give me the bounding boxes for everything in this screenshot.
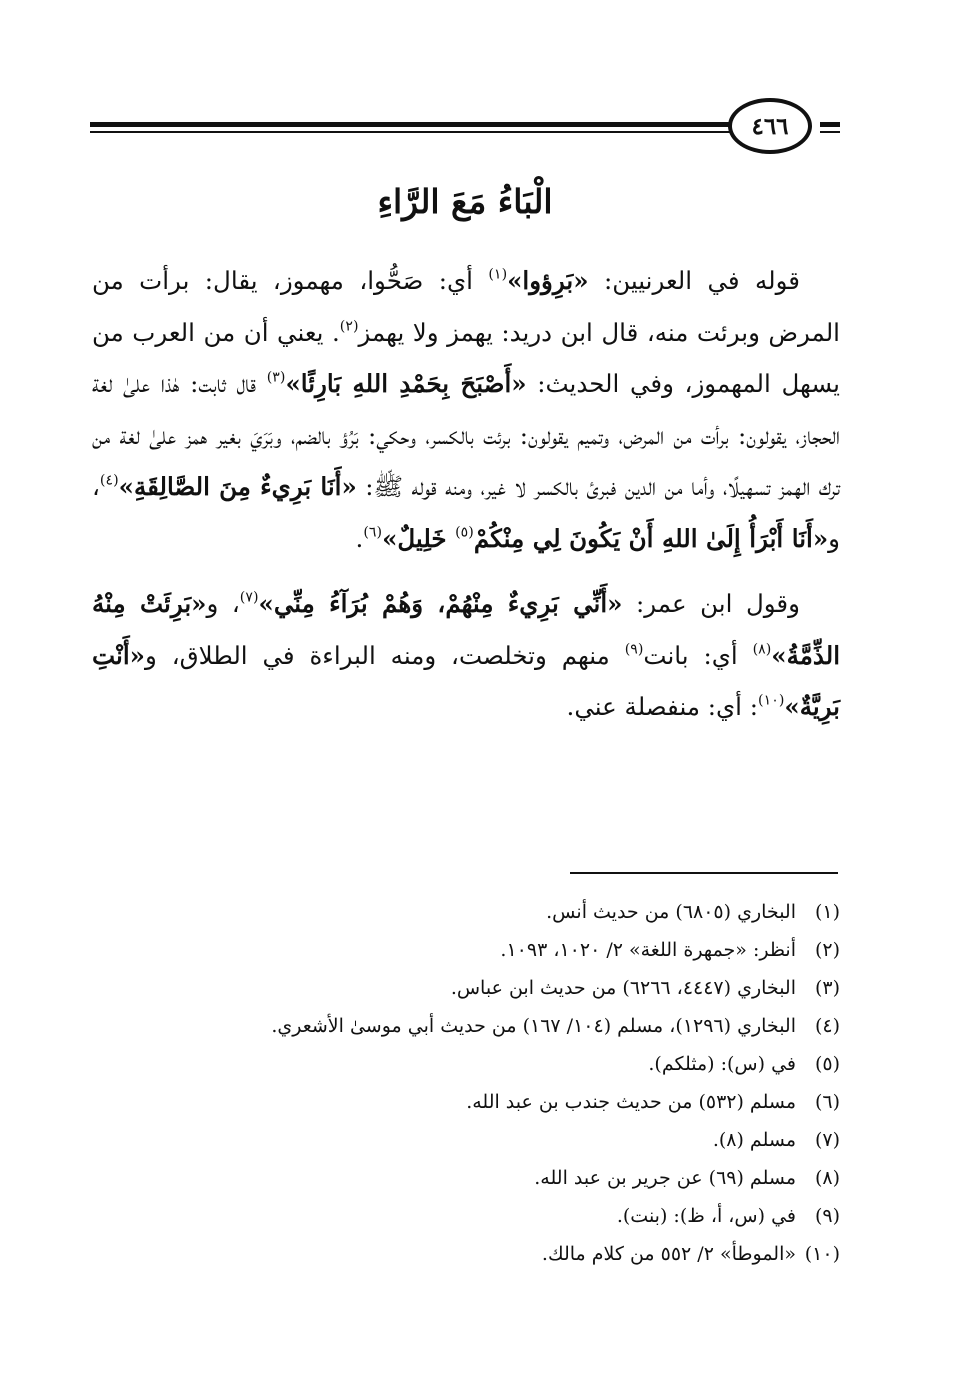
footnote-ref-9: (٩) [624,640,644,657]
text-segment: ، و [92,472,840,553]
footnote-ref-8: (٨) [752,640,772,657]
footnote-ref-3: (٣) [266,369,286,386]
hadith-quote: «أَنْتِ بَرِيَّةٌ» [92,640,840,721]
footnote-number: (٣) [814,977,840,999]
header-rule-thick [90,122,730,127]
footnote-text: أنظر: «جمهرة اللغة» ٢/ ١٠٢٠، ١٠٩٣. [500,939,796,961]
hadith-quote: خَلِيلٌ» [382,523,456,553]
text-segment: . [355,523,364,553]
footnote-item [92,969,840,1007]
footnote-ref-1: (١) [488,266,508,283]
footnote-ref-6: (٦) [363,523,383,540]
footnote-item [92,1197,840,1235]
hadith-quote: «أَنَا بَرِيءٌ مِنَ الصَّالِقَةِ» [118,472,357,501]
main-text [92,255,840,733]
footnote-text: البخاري (٦٨٠٥) من حديث أنس. [546,901,796,923]
section-title: الْبَاءُ مَعَ الرَّاءِ [377,182,553,221]
footnotes-list [92,893,840,1273]
footnote-text: البخاري (٤٤٤٧، ٦٢٦٦) من حديث ابن عباس. [450,977,796,999]
footnote-number: (٥) [814,1053,840,1075]
footnote-separator [570,872,838,874]
text-segment: وقول ابن عمر: [622,589,800,618]
footnote-item [92,893,840,931]
footnote-text: في (س): (مثلكم). [648,1053,796,1075]
footnote-text: مسلم (٨). [712,1129,796,1151]
footnote-item [92,1083,840,1121]
footnote-ref-10: (١٠) [758,692,785,709]
page-header [90,98,840,158]
hadith-quote: «بَرِئَتْ مِنْهُ الذِّمَّةُ» [92,589,840,670]
text-segment: أي: بانت [643,640,753,670]
footnote-item [92,1121,840,1159]
header-rule-right-thick [820,122,840,127]
footnote-item [92,931,840,969]
footnote-text: «الموطأ» ٢/ ٥٥٢ من كلام مالك. [541,1243,796,1265]
hadith-quote: «أَصْبَحَ بِحَمْدِ اللهِ بَارِئًا» [285,369,527,398]
footnote-number: (١٠) [804,1243,840,1265]
footnote-ref-7: (٧) [239,589,259,606]
footnote-text: البخاري (١٢٩٦)، مسلم (١٠٤/ ١٦٧) من حديث أبي موسىٰ الأشعري. [271,1015,796,1037]
footnote-text: مسلم (٥٣٢) من حديث جندب بن عبد الله. [466,1091,796,1113]
paragraph-2 [92,578,840,733]
hadith-quote: «أَنَا أَبْرَأُ إِلَىٰ اللهِ أَنْ يَكُونَ لِي مِنْكُمْ [473,523,829,553]
footnote-item [92,1007,840,1045]
text-segment: : أي: منفصلة عني. [566,692,759,721]
page-number: ٤٦٦ [728,98,812,154]
footnote-number: (٨) [814,1167,840,1189]
header-rule-right-thin [820,131,840,133]
text-segment: أي: صَحُّوا، مهموز، يقال: برأت من المرض وبرئت منه، قال ابن دريد: يهمز ولا يهمز [92,266,840,347]
footnote-item [92,1045,840,1083]
text-segment: منهم وتخلصت، ومنه البراءة في الطلاق، و [145,640,625,670]
footnote-item [92,1235,840,1273]
footnote-number: (١) [814,901,840,923]
footnote-ref-2: (٢) [339,317,359,334]
hadith-quote: «أَنِّي بَرِيءٌ مِنْهُمْ، وَهُمْ بُرَآءُ مِنِّي» [258,589,623,618]
text-segment: . يعني أن من العرب من يسهل المهموز، وفي الحديث: [92,317,840,398]
paragraph-1 [92,255,840,564]
footnote-number: (٦) [814,1091,840,1113]
footnote-text: في (س، أ، ظ): (بنت). [616,1205,796,1227]
footnote-text: مسلم (٦٩) عن جرير بن عبد الله. [534,1167,796,1189]
footnote-number: (٤) [814,1015,840,1037]
header-rule-thin [90,131,730,133]
hadith-quote: «بَرِؤوا» [507,266,589,295]
footnote-number: (٩) [814,1205,840,1227]
footnote-ref-5: (٥) [455,523,474,540]
footnote-number: (٢) [814,939,840,961]
footnote-ref-4: (٤) [99,472,119,489]
text-segment: ، و [206,589,240,618]
footnote-item [92,1159,840,1197]
footnote-number: (٧) [814,1129,840,1151]
text-segment: قوله في العرنيين: [588,266,800,295]
text-segment: قال ثابت: هٰذا علىٰ لغة الحجاز، يقولون: برأت من المرض، وتميم يقولون: برئت بالكسر، وحكي: بَرُؤ بالضم، وبَرَيَ بغير همز علىٰ لغة من ترك الهمز تسهيلًا، وأما من الدين فبرئ بالكسر لا غير، ومنه قوله ﷺ: [92,369,840,501]
